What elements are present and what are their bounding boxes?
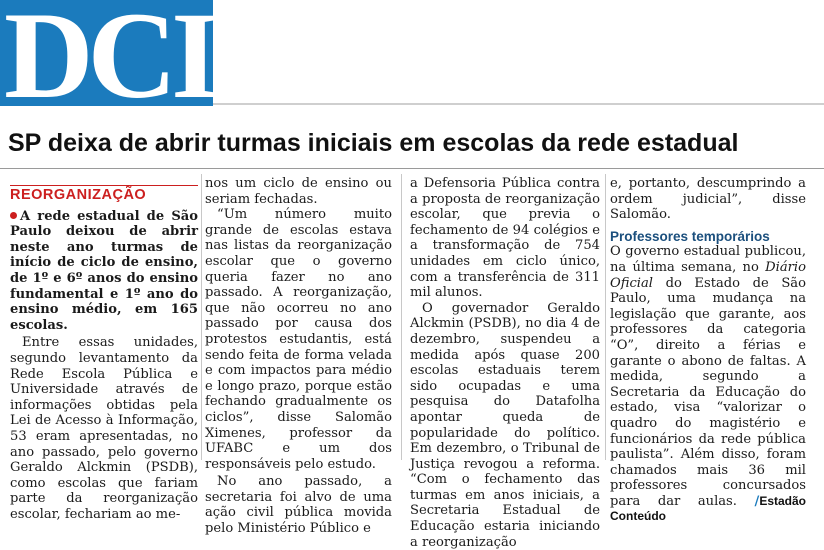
section-kicker: REORGANIZAÇÃO [10, 185, 198, 204]
headline-rule [0, 168, 824, 169]
body-paragraph: “Um número muito grande de escolas estava nas listas da reorganização escolar que o governo queria fazer no ano passado. A reorganização, que não ocorreu no ano passado por causa dos protestos estudantis, está sendo feita de forma velada e com impactos para médio e longo prazo, porque estão fechando gradualmente os ciclos”, disse Salomão Ximenes, professor da UFABC e um dos responsáveis pelo estudo. [205, 207, 392, 472]
body-text: do Estado de São Paulo, uma mudança na legislação que garante, aos professores da categoria “O”, direito a férias e garante o abono de faltas. A medida, segundo a Secretaria da Educação do estado, visa “valorizar o quadro do magistério e funcionários da rede pública paulista”. Além disso, foram chamados mais 36 mil professores concursados para dar aulas. [610, 275, 806, 509]
body-paragraph: No ano passado, a secretaria foi alvo de uma ação civil pública movida pelo Ministério Público e [205, 474, 392, 537]
article-column-1 [10, 176, 198, 522]
logo-wordmark: DCI [4, 0, 214, 124]
dci-logo [0, 0, 214, 124]
body-paragraph: Entre essas unidades, segundo levantamento da Rede Escola Pública e Universidade através de informações obtidas pela Lei de Acesso à Informação, 53 eram apresentadas, no ano passado, pelo governo Geraldo Alckmin (PSDB), como escolas que fariam parte da reorganização escolar, fechariam ao me- [10, 335, 198, 522]
body-paragraph [610, 244, 806, 525]
body-paragraph: a Defensoria Pública contra a proposta de reorganização escolar, que previa o fechamento de 94 colégios e a transformação de 754 unidades em ciclo único, com a transferência de 311 mil alunos. [410, 176, 600, 301]
article-column-3 [410, 176, 600, 550]
lede-text: A rede estadual de São Paulo deixou de abrir neste ano turmas de início de ciclo de ensino, de 1º e 6º anos do ensino fundamental e 1º ano do ensino médio, em 165 escolas. [10, 208, 198, 333]
masthead-rule [213, 103, 824, 105]
column-divider [401, 174, 402, 460]
signoff-slash-icon: / [754, 493, 760, 509]
article-signoff: Estadão Conteúdo [610, 493, 807, 524]
section-subhead: Professores temporários [610, 228, 770, 244]
column-divider [201, 174, 202, 460]
bullet-icon [10, 212, 17, 219]
body-text: O governo estadual publicou, na última semana, no [610, 244, 806, 275]
body-paragraph: e, portanto, descumprindo a ordem judicial”, disse Salomão. [610, 176, 806, 223]
body-paragraph: O governador Geraldo Alckmin (PSDB), no dia 4 de dezembro, suspendeu a medida após quase 200 escolas estaduais terem sido ocupadas e uma pesquisa do Datafolha apontar queda de popularidade do político. Em dezembro, o Tribunal de Justiça revogou a reforma. “Com o fechamento das turmas em anos iniciais, a Secretaria Estadual de Educação estaria iniciando a reorganização [410, 300, 600, 550]
body-paragraph: nos um ciclo de ensino ou seriam fechadas. [205, 176, 392, 207]
article-lede [10, 209, 198, 334]
article-headline: SP deixa de abrir turmas iniciais em escolas da rede estadual [8, 129, 739, 157]
article-column-2 [205, 176, 392, 537]
publication-name: Diário Oficial [610, 259, 806, 291]
column-divider [605, 174, 606, 460]
article-column-4 [610, 176, 807, 524]
